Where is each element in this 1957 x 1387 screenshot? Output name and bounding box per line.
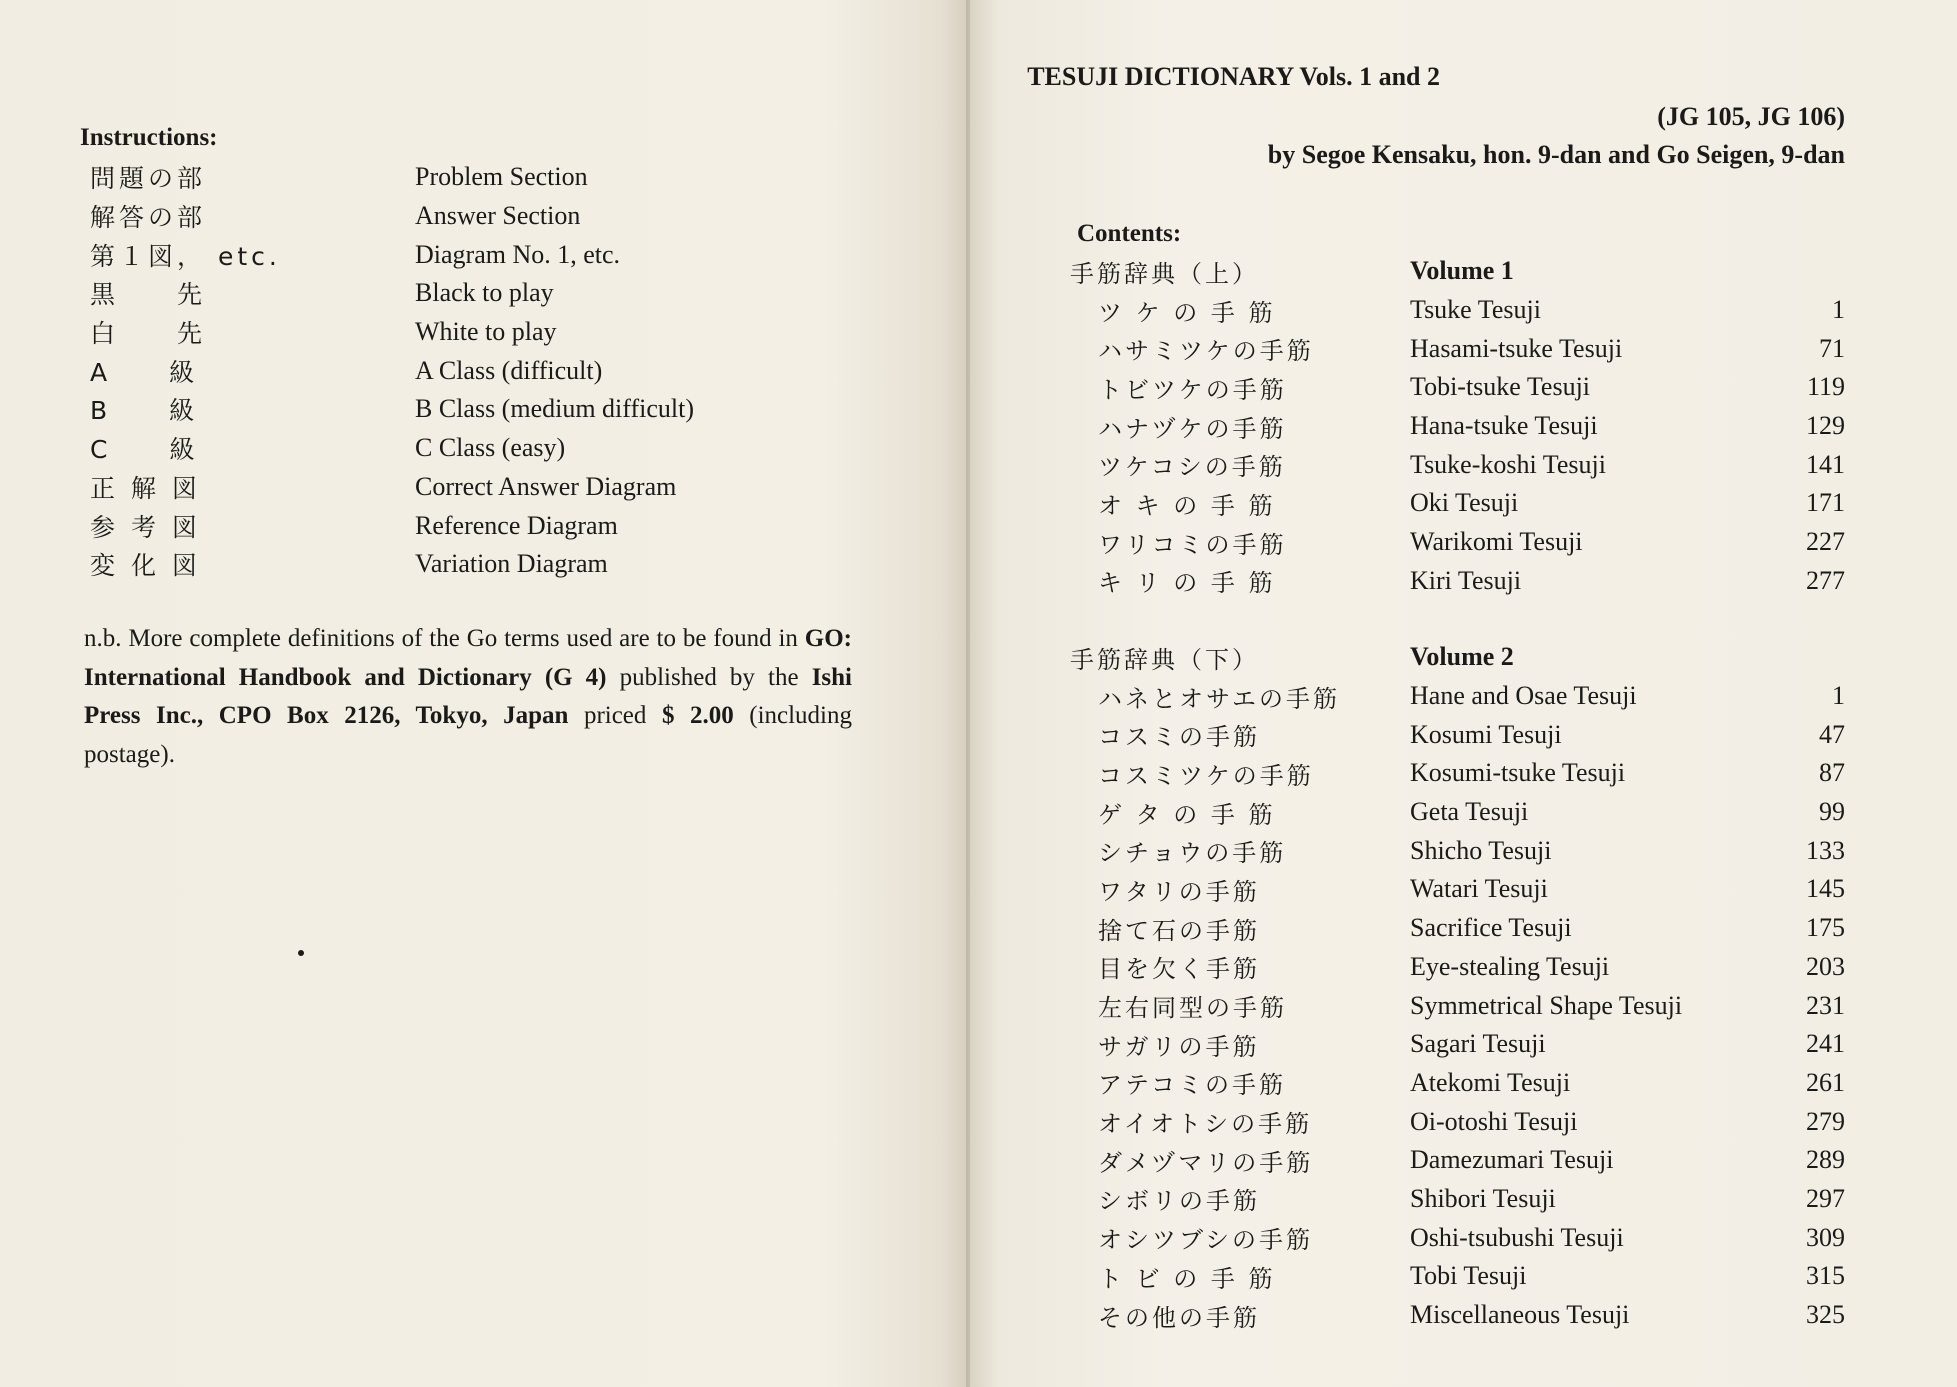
toc-entry-en: Watari Tesuji [1410,874,1548,904]
toc-entry-en: Tobi Tesuji [1410,1261,1527,1291]
toc-entry-jp: ツ ケ の 手 筋 [1098,298,1276,327]
toc-entry-en: Eye-stealing Tesuji [1410,951,1610,981]
note-paragraph [84,620,852,774]
note-text: priced [568,702,662,729]
toc-entry [1070,329,1845,368]
toc-entry-page: 309 [1806,1222,1845,1252]
toc-entry-jp: ハナヅケの手筋 [1098,414,1287,443]
toc-entry [1070,1141,1845,1180]
book-title: TESUJI DICTIONARY Vols. 1 and 2 [1027,62,1440,91]
toc-entry-en: Atekomi Tesuji [1410,1067,1571,1097]
toc-entry-en: Shicho Tesuji [1410,835,1552,865]
toc-entry-en: Damezumari Tesuji [1410,1145,1614,1175]
instruction-row [90,274,694,313]
instruction-row [90,158,694,197]
note-text: n.b. More complete definitions of the Go terms used are to be found in [84,625,805,652]
toc-entry-jp: コスミツケの手筋 [1098,761,1314,790]
toc-entry-page: 99 [1819,797,1845,827]
toc-entry-page: 1 [1832,295,1845,325]
toc-entry-page: 119 [1806,372,1845,402]
toc-entry [1070,986,1845,1025]
toc-entry [1070,484,1845,523]
toc-entry-jp: サガリの手筋 [1098,1032,1260,1061]
instruction-row [90,545,694,584]
instruction-term-jp: A 級 [90,357,199,387]
instruction-row [90,351,694,390]
note-text: (including postage). [84,702,852,768]
instruction-term-jp: 第１図， etc. [90,241,281,271]
toc-volume-2 [1070,638,1845,1334]
toc-entry-jp: シチョウの手筋 [1098,839,1287,868]
toc-entry-page: 203 [1806,951,1845,981]
instructions-table [90,158,694,584]
toc-entry-en: Hasami-tsuke Tesuji [1410,333,1623,363]
toc-entry [1070,909,1845,948]
toc-entry-page: 141 [1806,449,1845,479]
toc-entry [1070,948,1845,987]
instruction-term-en: Diagram No. 1, etc. [415,239,621,269]
toc-entry-jp: コスミの手筋 [1098,723,1260,752]
instruction-row [90,390,694,429]
instruction-term-jp: 問題の部 [90,164,207,194]
instruction-row [90,468,694,507]
toc-entry-page: 297 [1806,1183,1845,1213]
toc-entry-page: 175 [1806,913,1845,943]
toc-entry-en: Oi-otoshi Tesuji [1410,1106,1578,1136]
toc-entry [1070,445,1845,484]
toc-entry-page: 171 [1806,488,1845,518]
toc-entry-jp: オイオトシの手筋 [1098,1110,1313,1139]
toc-entry-en: Hana-tsuke Tesuji [1410,411,1598,441]
toc-entry-page: 261 [1806,1067,1845,1097]
toc-entry-en: Oki Tesuji [1410,488,1519,518]
instruction-term-jp: 解答の部 [90,203,207,233]
toc-entry-en: Geta Tesuji [1410,797,1529,827]
instruction-term-en: Answer Section [415,201,581,231]
toc-entry [1070,562,1845,601]
toc-entry-en: Tsuke Tesuji [1410,295,1541,325]
instruction-row [90,429,694,468]
toc-entry-jp: ワタリの手筋 [1098,877,1260,906]
volume-title-jp: 手筋辞典（下） [1070,645,1259,674]
toc-entry-en: Hane and Osae Tesuji [1410,681,1637,711]
toc-entry-en: Sacrifice Tesuji [1410,913,1572,943]
toc-entry-jp: ハネとオサエの手筋 [1098,684,1341,713]
toc-entry-en: Kosumi Tesuji [1410,719,1562,749]
toc-entry-jp: 捨て石の手筋 [1098,916,1260,945]
toc-entry-jp: 目を欠く手筋 [1098,955,1260,984]
toc-entry [1070,793,1845,832]
toc-entry-page: 325 [1806,1300,1845,1330]
instruction-term-en: A Class (difficult) [415,355,603,385]
toc-entry-page: 241 [1806,1029,1845,1059]
toc-entry-jp: 左右同型の手筋 [1098,994,1287,1023]
instruction-term-jp: B 級 [90,396,199,426]
toc-entry [1070,1025,1845,1064]
instruction-term-en: Correct Answer Diagram [415,471,677,501]
toc-entry-page: 277 [1806,565,1845,595]
instruction-term-jp: 変 化 図 [90,551,201,581]
volume-label: Volume 2 [1410,642,1514,672]
toc-entry [1070,368,1845,407]
toc-entry-jp: アテコミの手筋 [1098,1071,1287,1100]
toc-entry-page: 47 [1819,719,1845,749]
note-handbook-title: GO: International Handbook and Dictionary (G 4) [84,625,852,691]
book-codes: (JG 105, JG 106) [1657,102,1845,131]
volume-heading [1070,252,1845,291]
instruction-term-en: Reference Diagram [415,510,618,540]
toc-entry [1070,1180,1845,1219]
instruction-term-jp: 正 解 図 [90,473,201,503]
instruction-term-jp: 参 考 図 [90,512,201,542]
toc-entry-page: 279 [1806,1106,1845,1136]
toc-entry-page: 71 [1819,333,1845,363]
toc-entry-jp: ゲ タ の 手 筋 [1098,800,1276,829]
toc-entry [1070,523,1845,562]
contents-label: Contents: [1077,220,1182,247]
toc-entry [1070,1218,1845,1257]
toc-entry-page: 87 [1819,758,1845,788]
toc-entry-en: Kiri Tesuji [1410,565,1522,595]
toc-entry-page: 133 [1806,835,1845,865]
instruction-term-en: Problem Section [415,162,588,192]
instruction-term-en: Variation Diagram [415,549,608,579]
instruction-row [90,197,694,236]
note-price: $ 2.00 [661,702,734,729]
toc-entry-en: Shibori Tesuji [1410,1183,1556,1213]
toc-entry-jp: ワリコミの手筋 [1098,530,1287,559]
toc-entry-page: 315 [1806,1261,1845,1291]
instruction-term-en: Black to play [415,278,554,308]
toc-entry [1070,1064,1845,1103]
toc-entry [1070,1257,1845,1296]
instruction-row [90,506,694,545]
toc-entry-jp: ト ビ の 手 筋 [1098,1264,1276,1293]
instruction-term-en: White to play [415,317,557,347]
book-authors: by Segoe Kensaku, hon. 9-dan and Go Seigen, 9-dan [1267,140,1845,169]
volume-label: Volume 1 [1410,256,1514,286]
instruction-row [90,313,694,352]
instruction-term-jp: C 級 [90,435,199,465]
toc-entry-jp: オシツブシの手筋 [1098,1226,1314,1255]
note-publisher: Ishi Press Inc., CPO Box 2126, Tokyo, Japan [84,663,852,729]
volume-title-jp: 手筋辞典（上） [1070,259,1259,288]
ink-dot [298,950,304,956]
toc-entry-page: 227 [1806,527,1845,557]
toc-entry-jp: オ キ の 手 筋 [1098,491,1276,520]
toc-entry [1070,831,1845,870]
toc-entry-jp: その他の手筋 [1098,1303,1260,1332]
toc-volume-1 [1070,252,1845,600]
volume-heading [1070,638,1845,677]
toc-entry-en: Warikomi Tesuji [1410,527,1583,557]
instruction-term-en: C Class (easy) [415,433,566,463]
toc-entry-en: Kosumi-tsuke Tesuji [1410,758,1626,788]
toc-entry-page: 145 [1806,874,1845,904]
toc-entry-page: 289 [1806,1145,1845,1175]
toc-entry [1070,1102,1845,1141]
toc-entry-en: Miscellaneous Tesuji [1410,1300,1630,1330]
toc-entry [1070,291,1845,330]
instruction-row [90,235,694,274]
toc-entry-jp: キ リ の 手 筋 [1098,569,1276,598]
toc-entry-page: 129 [1806,411,1845,441]
toc-entry-page: 1 [1832,681,1845,711]
toc-entry-en: Sagari Tesuji [1410,1029,1546,1059]
toc-entry-jp: シボリの手筋 [1098,1187,1260,1216]
toc-entry-en: Oshi-tsubushi Tesuji [1410,1222,1624,1252]
toc-entry [1070,407,1845,446]
note-text: published by the [606,663,812,691]
toc-entry-en: Tsuke-koshi Tesuji [1410,449,1606,479]
toc-entry [1070,715,1845,754]
toc-entry-en: Symmetrical Shape Tesuji [1410,990,1683,1020]
toc-entry [1070,754,1845,793]
toc-entry [1070,1296,1845,1335]
toc-entry-en: Tobi-tsuke Tesuji [1410,372,1591,402]
toc-entry-jp: ツケコシの手筋 [1098,453,1286,482]
instruction-term-jp: 白 先 [90,319,207,349]
toc-entry-jp: トビツケの手筋 [1098,375,1287,404]
left-page [0,0,970,1387]
toc-entry [1070,870,1845,909]
toc-entry-page: 231 [1806,990,1845,1020]
instruction-term-en: B Class (medium difficult) [415,394,694,424]
instructions-title: Instructions: [80,124,218,151]
toc-entry-jp: ダメヅマリの手筋 [1098,1148,1314,1177]
instruction-term-jp: 黒 先 [90,280,207,310]
toc-entry [1070,677,1845,716]
toc-entry-jp: ハサミツケの手筋 [1098,337,1314,366]
